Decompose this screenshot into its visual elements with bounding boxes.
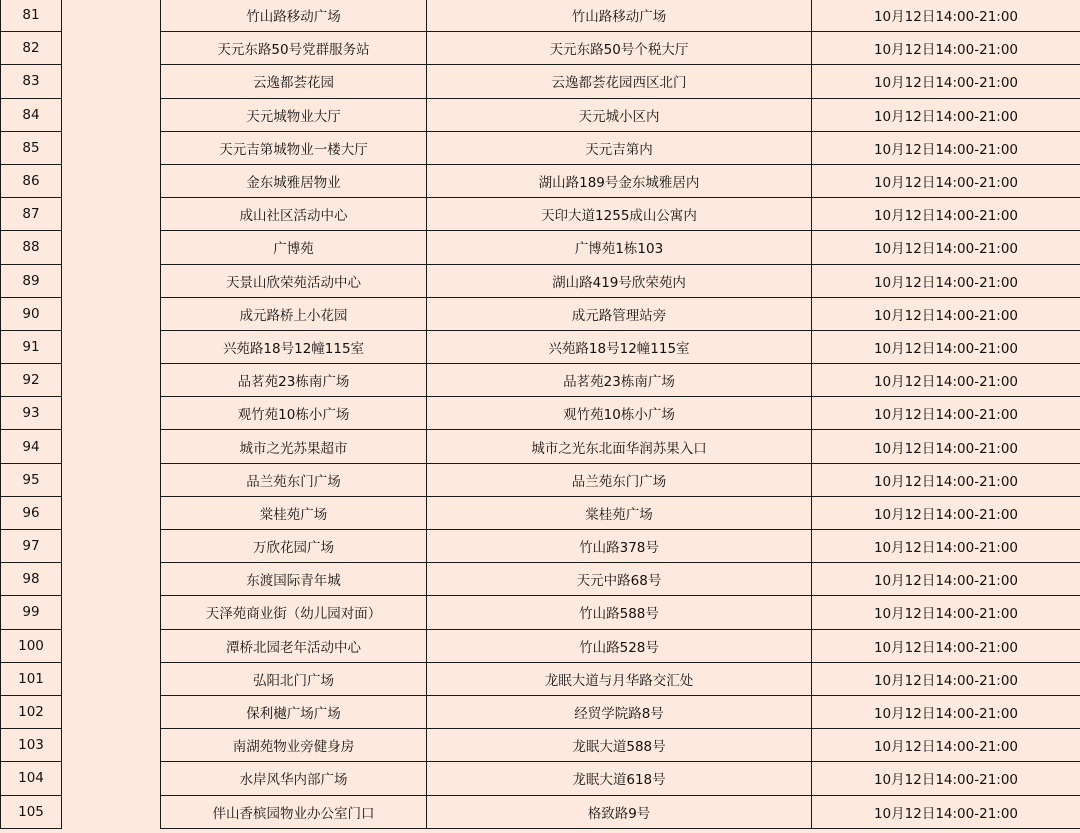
table-row <box>1 563 1080 596</box>
district-cell <box>62 463 161 496</box>
site-name-cell: 成山社区活动中心 <box>161 198 427 231</box>
time-cell: 10月12日14:00-21:00 <box>812 762 1080 795</box>
table-row <box>1 629 1080 662</box>
district-cell <box>62 164 161 197</box>
time-cell: 10月12日14:00-21:00 <box>812 32 1080 65</box>
district-cell <box>62 131 161 164</box>
row-number-cell: 94 <box>1 430 62 463</box>
address-cell: 观竹苑10栋小广场 <box>427 397 812 430</box>
row-number-cell: 84 <box>1 98 62 131</box>
row-number-cell: 92 <box>1 364 62 397</box>
address-cell: 竹山路528号 <box>427 629 812 662</box>
time-cell: 10月12日14:00-21:00 <box>812 463 1080 496</box>
row-number-cell: 95 <box>1 463 62 496</box>
row-number-cell: 88 <box>1 231 62 264</box>
district-cell <box>62 330 161 363</box>
table-row <box>1 98 1080 131</box>
row-number-cell: 96 <box>1 496 62 529</box>
time-cell: 10月12日14:00-21:00 <box>812 231 1080 264</box>
address-cell: 龙眠大道618号 <box>427 762 812 795</box>
table-row <box>1 695 1080 728</box>
time-cell: 10月12日14:00-21:00 <box>812 297 1080 330</box>
address-cell: 竹山路移动广场 <box>427 0 812 32</box>
table-row <box>1 198 1080 231</box>
address-cell: 云逸都荟花园西区北门 <box>427 65 812 98</box>
site-name-cell: 成元路桥上小花园 <box>161 297 427 330</box>
site-name-cell: 棠桂苑广场 <box>161 496 427 529</box>
district-cell <box>62 695 161 728</box>
time-cell: 10月12日14:00-21:00 <box>812 364 1080 397</box>
row-number-cell: 93 <box>1 397 62 430</box>
row-number-cell: 83 <box>1 65 62 98</box>
address-cell: 品茗苑23栋南广场 <box>427 364 812 397</box>
table-row <box>1 729 1080 762</box>
time-cell: 10月12日14:00-21:00 <box>812 629 1080 662</box>
address-cell: 棠桂苑广场 <box>427 496 812 529</box>
address-cell: 龙眠大道588号 <box>427 729 812 762</box>
time-cell: 10月12日14:00-21:00 <box>812 596 1080 629</box>
table-row <box>1 596 1080 629</box>
address-cell: 兴苑路18号12幢115室 <box>427 330 812 363</box>
table-row <box>1 164 1080 197</box>
site-name-cell: 天元吉第城物业一楼大厅 <box>161 131 427 164</box>
district-cell <box>62 264 161 297</box>
site-name-cell: 天元城物业大厅 <box>161 98 427 131</box>
row-number-cell: 82 <box>1 32 62 65</box>
site-name-cell: 天景山欣荣苑活动中心 <box>161 264 427 297</box>
district-cell <box>62 231 161 264</box>
district-cell <box>62 297 161 330</box>
row-number-cell: 105 <box>1 795 62 828</box>
site-name-cell: 观竹苑10栋小广场 <box>161 397 427 430</box>
table-row <box>1 297 1080 330</box>
address-cell: 天元东路50号个税大厅 <box>427 32 812 65</box>
time-cell: 10月12日14:00-21:00 <box>812 430 1080 463</box>
time-cell: 10月12日14:00-21:00 <box>812 530 1080 563</box>
site-name-cell: 云逸都荟花园 <box>161 65 427 98</box>
row-number-cell: 85 <box>1 131 62 164</box>
address-cell: 天印大道1255成山公寓内 <box>427 198 812 231</box>
address-cell: 成元路管理站旁 <box>427 297 812 330</box>
district-cell <box>62 397 161 430</box>
table-row <box>1 795 1080 828</box>
district-cell <box>62 629 161 662</box>
row-number-cell: 86 <box>1 164 62 197</box>
site-name-cell: 天元东路50号党群服务站 <box>161 32 427 65</box>
district-cell <box>62 430 161 463</box>
district-cell <box>62 364 161 397</box>
site-name-cell: 品茗苑23栋南广场 <box>161 364 427 397</box>
address-cell: 竹山路588号 <box>427 596 812 629</box>
site-name-cell: 金东城雅居物业 <box>161 164 427 197</box>
table-row <box>1 264 1080 297</box>
time-cell: 10月12日14:00-21:00 <box>812 330 1080 363</box>
site-name-cell: 城市之光苏果超市 <box>161 430 427 463</box>
address-cell: 龙眠大道与月华路交汇处 <box>427 662 812 695</box>
site-name-cell: 竹山路移动广场 <box>161 0 427 32</box>
row-number-cell: 90 <box>1 297 62 330</box>
row-number-cell: 102 <box>1 695 62 728</box>
district-cell <box>62 32 161 65</box>
table-body <box>1 0 1080 828</box>
district-cell <box>62 795 161 828</box>
district-cell <box>62 563 161 596</box>
address-cell: 品兰苑东门广场 <box>427 463 812 496</box>
row-number-cell: 103 <box>1 729 62 762</box>
row-number-cell: 89 <box>1 264 62 297</box>
row-number-cell: 104 <box>1 762 62 795</box>
time-cell: 10月12日14:00-21:00 <box>812 164 1080 197</box>
site-name-cell: 保利樾广场广场 <box>161 695 427 728</box>
row-number-cell: 101 <box>1 662 62 695</box>
time-cell: 10月12日14:00-21:00 <box>812 131 1080 164</box>
time-cell: 10月12日14:00-21:00 <box>812 397 1080 430</box>
site-name-cell: 万欣花园广场 <box>161 530 427 563</box>
site-name-cell: 南湖苑物业旁健身房 <box>161 729 427 762</box>
site-name-cell: 弘阳北门广场 <box>161 662 427 695</box>
row-number-cell: 87 <box>1 198 62 231</box>
address-cell: 天元吉第内 <box>427 131 812 164</box>
address-cell: 湖山路189号金东城雅居内 <box>427 164 812 197</box>
row-number-cell: 91 <box>1 330 62 363</box>
district-cell <box>62 0 161 32</box>
address-cell: 广博苑1栋103 <box>427 231 812 264</box>
row-number-cell: 98 <box>1 563 62 596</box>
district-cell <box>62 662 161 695</box>
row-number-cell: 81 <box>1 0 62 32</box>
district-cell <box>62 729 161 762</box>
site-name-cell: 潭桥北园老年活动中心 <box>161 629 427 662</box>
table-row <box>1 131 1080 164</box>
address-cell: 天元中路68号 <box>427 563 812 596</box>
time-cell: 10月12日14:00-21:00 <box>812 264 1080 297</box>
site-name-cell: 天泽苑商业街（幼儿园对面） <box>161 596 427 629</box>
table-row <box>1 0 1080 32</box>
district-cell <box>62 98 161 131</box>
district-cell <box>62 65 161 98</box>
address-cell: 城市之光东北面华润苏果入口 <box>427 430 812 463</box>
row-number-cell: 97 <box>1 530 62 563</box>
address-cell: 湖山路419号欣荣苑内 <box>427 264 812 297</box>
district-cell <box>62 596 161 629</box>
district-cell <box>62 198 161 231</box>
row-number-cell: 99 <box>1 596 62 629</box>
district-cell <box>62 762 161 795</box>
table-row <box>1 463 1080 496</box>
time-cell: 10月12日14:00-21:00 <box>812 695 1080 728</box>
site-name-cell: 水岸风华内部广场 <box>161 762 427 795</box>
table-row <box>1 231 1080 264</box>
time-cell: 10月12日14:00-21:00 <box>812 795 1080 828</box>
time-cell: 10月12日14:00-21:00 <box>812 563 1080 596</box>
time-cell: 10月12日14:00-21:00 <box>812 0 1080 32</box>
table-row <box>1 397 1080 430</box>
time-cell: 10月12日14:00-21:00 <box>812 198 1080 231</box>
site-name-cell: 兴苑路18号12幢115室 <box>161 330 427 363</box>
district-cell <box>62 496 161 529</box>
site-name-cell: 广博苑 <box>161 231 427 264</box>
table-row <box>1 32 1080 65</box>
time-cell: 10月12日14:00-21:00 <box>812 98 1080 131</box>
table-row <box>1 496 1080 529</box>
table-row <box>1 330 1080 363</box>
time-cell: 10月12日14:00-21:00 <box>812 729 1080 762</box>
table-row <box>1 364 1080 397</box>
time-cell: 10月12日14:00-21:00 <box>812 662 1080 695</box>
table-row <box>1 530 1080 563</box>
table-row <box>1 662 1080 695</box>
table-row <box>1 430 1080 463</box>
site-name-cell: 东渡国际青年城 <box>161 563 427 596</box>
time-cell: 10月12日14:00-21:00 <box>812 65 1080 98</box>
address-cell: 格致路9号 <box>427 795 812 828</box>
site-name-cell: 伴山香槟园物业办公室门口 <box>161 795 427 828</box>
address-cell: 天元城小区内 <box>427 98 812 131</box>
time-cell: 10月12日14:00-21:00 <box>812 496 1080 529</box>
address-cell: 竹山路378号 <box>427 530 812 563</box>
district-cell <box>62 530 161 563</box>
address-cell: 经贸学院路8号 <box>427 695 812 728</box>
site-name-cell: 品兰苑东门广场 <box>161 463 427 496</box>
table-row <box>1 65 1080 98</box>
table-row <box>1 762 1080 795</box>
row-number-cell: 100 <box>1 629 62 662</box>
